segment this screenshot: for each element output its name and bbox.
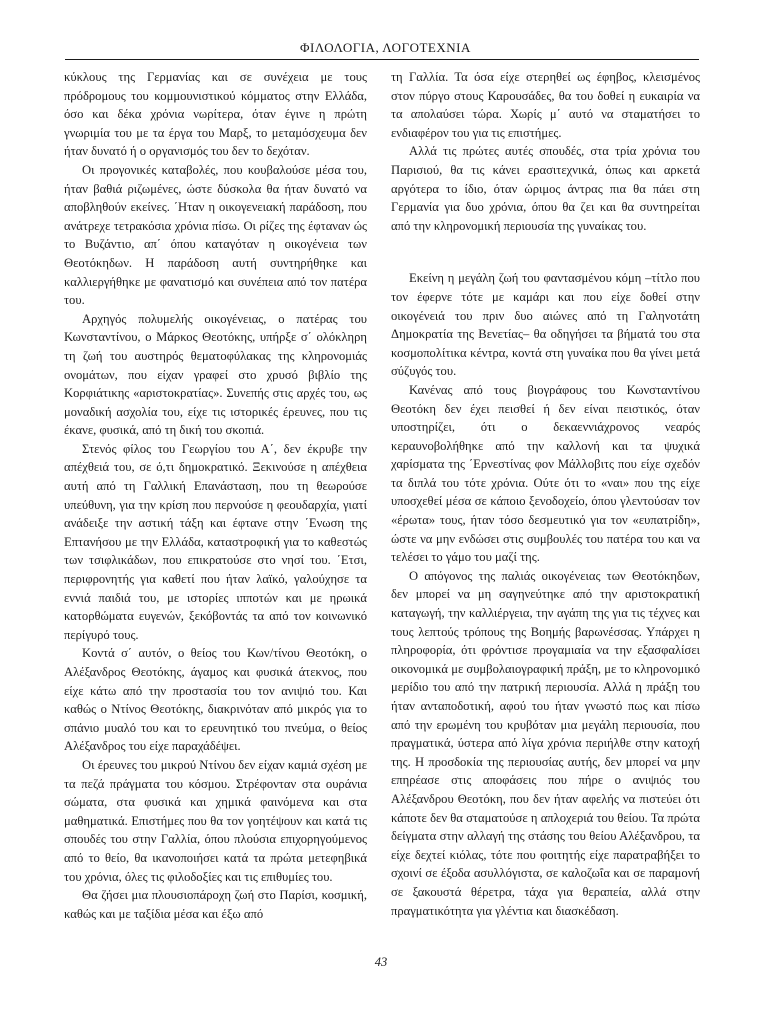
paragraph: Ο απόγονος της παλιάς οικογένειας των Θεοτόκηδων, δεν μπορεί να μη σαγηνεύτηκε από την αριστοκρατική καταγωγή, την καλλιέργεια, την αγάπη της για τις τέχνες και τους λεπτούς τρόπους της Βοημής βαρωνέσσας. Υπάρχει η πληροφορία, ότι φρόντισε προγαμιαία να την εξασφαλίσει οικονομικά με συμβολαιογραφική πράξη, με το κληρονομικό μερίδιο του από την πατρική περιουσία. Αλλά η πράξη του ήταν ανταποδοτική, αφού του ήταν γνωστό πως και πίσω από την ερωμένη του κρυβόταν μια μεγάλη περιουσία, που πραγματικά, ύστερα από λίγα χρόνια περιήλθε στην κατοχή της. Η προσδοκία της περιουσίας αυτής, δεν μπορεί να μην επηρέασε στις αποφάσεις που πήρε ο ανιψιός του Αλέξανδρου Θεοτόκη, που δεν ήταν αφελής να πιστεύει ότι κάποτε δεν θα σταματούσε η απλοχεριά του θείου. Τα πρώτα δείγματα στην αλλαγή της στάσης του θείου Αλέξανδρου, τα είχε δεχτεί κιόλας, τότε που φοιτητής είχε παρατραβήξει το σχοινί σε έξοδα ασυλλόγιστα, σε καλοζωΐα και σε παραμονή σε ξακουστά θέρετρα, τάχα για θεραπεία, αλλά στην πραγματικότητα για γλέντια και διασκέδαση. — [391, 568, 700, 918]
paragraph: Στενός φίλος του Γεωργίου του Α΄, δεν έκρυβε την απέχθειά του, σε ό,τι δημοκρατικό. Ξεκινούσε η απέχθεια αυτή από τη Γαλλική Επανάσταση, που τη θεωρούσε υπεύθυνη, για την κρίση που περνούσε η φεουδαρχία, γιατί ανάδειξε την αστική τάξη και έφτανε στην ΄Ενωση της Επτανήσου με την Ελλάδα, καταστροφική για το καθεστώς των τσιφλικάδων, που επικρατούσε στο νησί του. ΄Ετσι, περιφρονητής για καθετί που ήταν λαϊκό, γαλούχησε τα εννιά παιδιά του, με ιστορίες ιπποτών και με ηρωικά κατορθώματα ευγενών, ξεκόβοντάς τα από τον κοινωνικό περίγυρό τους. — [64, 441, 367, 642]
page-number: 43 — [374, 955, 388, 969]
paragraph: Κανένας από τους βιογράφους του Κωνσταντίνου Θεοτόκη δεν έχει πεισθεί ή δεν είναι πειστικός, όταν υποστηρίζει, ότι ο δεκαεννιάχρονος νεαρός κεραυνοβολήθηκε από την καλλονή και τα ψυχικά χαρίσματα της ΄Ερνεστίνας φον Μάλλοβιτς που είχε σχεδόν τα διπλά του τότε χρόνια. Ούτε ότι το «ναι» που της είχε υποσχεθεί μέσα σε κάποιο ξενοδοχείο, όπου γλεντούσαν τον «έρωτα» τους, ήταν τόσο δεσμευτικό για τον «ευπατρίδη», ώστε να μην ενδώσει στις συμβουλές του πατέρα του και να τελέσει το γάμο του μαζί της. — [391, 382, 700, 565]
header-rule — [65, 59, 699, 60]
paragraph: Θα ζήσει μια πλουσιοπάροχη ζωή στο Παρίσι, κοσμική, καθώς και με ταξίδια μέσα και έξω από — [64, 888, 367, 921]
paragraph: τη Γαλλία. Τα όσα είχε στερηθεί ως έφηβος, κλεισμένος στον πύργο στους Καρουσάδες, θα του δοθεί η ευκαιρία να τα απολαύσει τώρα. Χωρίς μ΄ αυτό να σταματήσει το ενδιαφέρον του για τις επιστήμες. — [391, 70, 700, 140]
paragraph: Εκείνη η μεγάλη ζωή του φαντασμένου κόμη –τίτλο που τον έφερνε τότε με καμάρι και που είχε δοθεί στην οικογένειά του πριν δυο αιώνες από τη Γαληνοτάτη Δημοκρατία της Βενετίας– θα οδηγήσει τα βήματά του στα κοσμοπολίτικα κέντρα, κοντά στη γυναίκα που θα γίνει μετά σύζυγός του. — [391, 271, 700, 379]
paragraph: Αλλά τις πρώτες αυτές σπουδές, στα τρία χρόνια του Παρισιού, θα τις κάνει ερασιτεχνικά, όπως και αρκετά αργότερα το ίδιο, όταν ώριμος άντρας πια θα πάει στη Γερμανία για δυο χρόνια, όπου θα ζει και θα συντηρείται από την κληρονομική περιουσία της γυναίκας του. — [391, 144, 700, 233]
running-head: ΦΙΛΟΛΟΓΙΑ, ΛΟΓΟΤΕΧΝΙΑ — [300, 40, 471, 55]
section-gap — [391, 235, 700, 269]
paragraph: κύκλους της Γερμανίας και σε συνέχεια με τους πρόδρομους του κομμουνιστικού κόμματος στην Ελλάδα, όσο και δέκα χρόνια νωρίτερα, όταν έγινε η πρώτη γνωριμία του με τα έργα του Μαρξ, το μεταμόσχευμα δεν ήταν δυνατό ή ο οργανισμός του δεν το δεχόταν. — [64, 70, 367, 159]
paragraph: Οι έρευνες του μικρού Ντίνου δεν είχαν καμιά σχέση με τα πεζά πράγματα του κόσμου. Στρέφονταν στα ουράνια σώματα, στα φυσικά και χημικά φαινόμενα και στα μαθηματικά. Επιστήμες που θα τον γοητέψουν και κατά τις σπουδές του στην Γαλλία, όπου πλούσια επιχορηγούμενος από το θείο, θα ικανοποιήσει κατά τα πρώτα μετεφηβικά του χρόνια, όλες τις φιλοδοξίες και τις επιθυμίες του. — [64, 757, 367, 884]
paragraph: Κοντά σ΄ αυτόν, ο θείος του Κων/τίνου Θεοτόκη, ο Αλέξανδρος Θεοτόκης, άγαμος και φυσικά άτεκνος, που είχε κάτω από την προστασία του τον ανιψιό του. Και καθώς ο Ντίνος Θεοτόκης, διακρινόταν από μικρός για το σπάνιο μυαλό του και το ερευνητικό του πνεύμα, ο θείος Αλέξανδρος του είχε παραχάδέψει. — [64, 646, 367, 754]
paragraph: Αρχηγός πολυμελής οικογένειας, ο πατέρας του Κωνσταντίνου, ο Μάρκος Θεοτόκης, υπήρξε σ΄ ολόκληρη τη ζωή του αυστηρός θεματοφύλακας της κληρονομιάς ονομάτων, που είχαν γραφεί στο χρυσό βιβλίο της Κορφιάτικης «αριστοκρατίας». Συνεπής στις αρχές του, ως μοναδική ασχολία του, είχε τις ιστορικές έρευνες, που τις έκανε, φυσικά, από τη δική του σκοπιά. — [64, 311, 367, 438]
left-column — [64, 68, 367, 968]
paragraph: Οι προγονικές καταβολές, που κουβαλούσε μέσα του, ήταν βαθιά ριζωμένες, ώστε δύσκολα θα ήταν δυνατό να αποβληθούν εκείνες. ΄Ηταν η οικογενειακή παράδοση, που ανάτρεχε τετρακόσια χρόνια πίσω. Οι ρίζες της έφταναν ώς το Βυζάντιο, απ΄ όπου καταγόταν η οικογένεια των Θεοτόκηδων. Η παράδοση αυτή συντηρήθηκε και καλλιεργήθηκε με φανατισμό και συνέπεια από τον πατέρα του. — [64, 162, 367, 308]
right-column — [391, 68, 700, 968]
